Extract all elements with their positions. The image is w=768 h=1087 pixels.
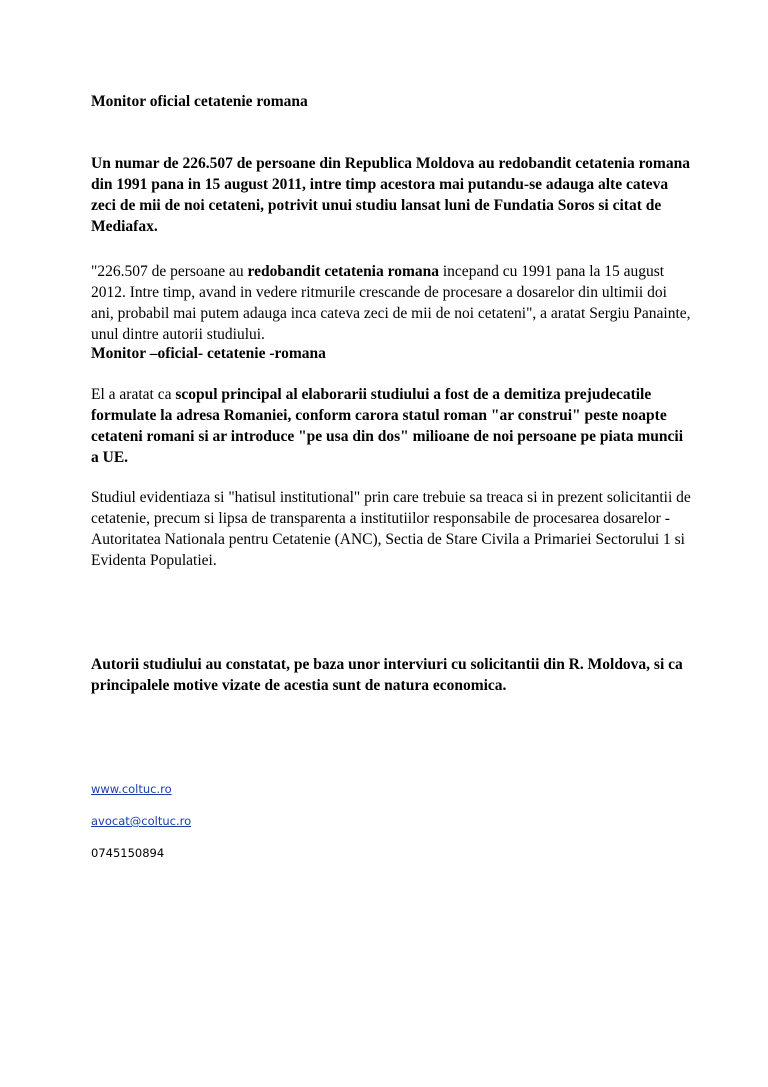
email-link[interactable]: avocat@coltuc.ro [91, 814, 192, 828]
conclusion-paragraph: Autorii studiului au constatat, pe baza unor interviuri cu solicitantii din R. Moldova, si ca principalele motive vizate de acestia sunt de natura economica. [91, 656, 683, 694]
institutional-paragraph: Studiul evidentiaza si "hatisul institutional" prin care trebuie sa treaca si in prezent solicitantii de cetatenie, precum si lipsa de transparenta a institutiilor responsabile de procesarea dosarelor - Autoritatea Nationala pentru Cetatenie (ANC), Sectia de Stare Civila a Primariei Sectorului 1 si Evidenta Populatiei. [91, 489, 691, 569]
quote-text-end: incepand cu 1991 pana la 15 august 2012. Intre timp, avand in vedere ritmurile crescande de procesare a dosarelor din ultimii doi ani, probabil mai putem adauga inca cateva zeci de mii de noi cetateni", a aratat Sergiu Panainte, unul dintre autorii studiului. [91, 263, 691, 343]
purpose-text-start: El a aratat ca [91, 386, 176, 403]
website-line [91, 781, 172, 797]
purpose-paragraph [91, 384, 691, 468]
email-line [91, 813, 191, 829]
phone-number: 0745150894 [91, 846, 165, 860]
quote-paragraph [91, 261, 691, 345]
quote-text-start: "226.507 de persoane au [91, 263, 248, 280]
purpose-bold-text: scopul principal al elaborarii studiului a fost de a demitiza prejudecatile formulate la adresa Romaniei, conform carora statul roman "ar construi" peste noapte cetateni romani si ar introduce "pe usa din dos" milioane de noi persoane pe piata muncii a UE. [91, 386, 684, 466]
document-title: Monitor oficial cetatenie romana [91, 93, 308, 110]
quote-bold-phrase: redobandit cetatenia romana [247, 263, 439, 280]
intro-paragraph: Un numar de 226.507 de persoane din Republica Moldova au redobandit cetatenia romana din 1991 pana in 15 august 2011, intre timp acestora mai putandu-se adauga alte cateva zeci de mii de noi cetateni, potrivit unui studiu lansat luni de Fundatia Soros si citat de Mediafax. [91, 155, 690, 235]
subheading: Monitor –oficial- cetatenie -romana [91, 345, 326, 362]
website-link[interactable]: www.coltuc.ro [91, 782, 172, 796]
